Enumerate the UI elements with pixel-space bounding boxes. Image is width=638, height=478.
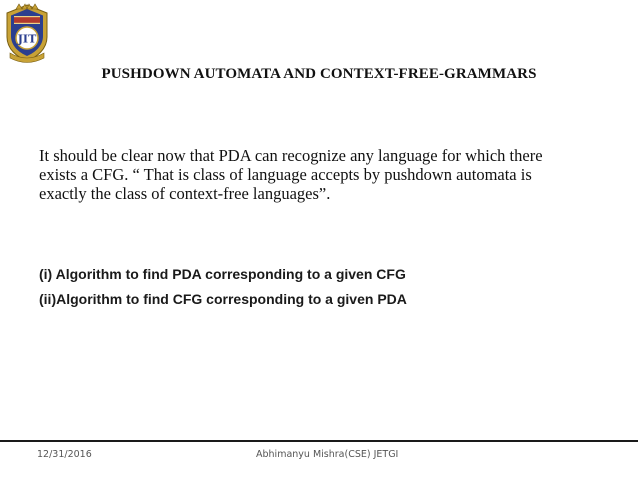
paragraph-line: exists a CFG. “ That is class of language accepts by pushdown automata is [39,165,532,184]
algorithm-item-pda-from-cfg: (i) Algorithm to find PDA corresponding to a given CFG [39,266,406,282]
algorithm-list [39,262,619,312]
algorithm-item-cfg-from-pda: (ii)Algorithm to find CFG corresponding to a given PDA [39,291,407,307]
paragraph-line: It should be clear now that PDA can recognize any language for which there [39,146,543,165]
footer-divider [0,440,638,442]
institute-crest-icon [4,3,50,63]
paragraph-line: exactly the class of context-free languages”. [39,184,331,203]
intro-paragraph [39,146,599,203]
svg-text:JIT: JIT [17,32,37,46]
footer-date: 12/31/2016 [37,449,92,460]
slide-title: PUSHDOWN AUTOMATA AND CONTEXT-FREE-GRAMMARS [101,66,537,82]
footer-author: Abhimanyu Mishra(CSE) JETGI [256,449,399,460]
